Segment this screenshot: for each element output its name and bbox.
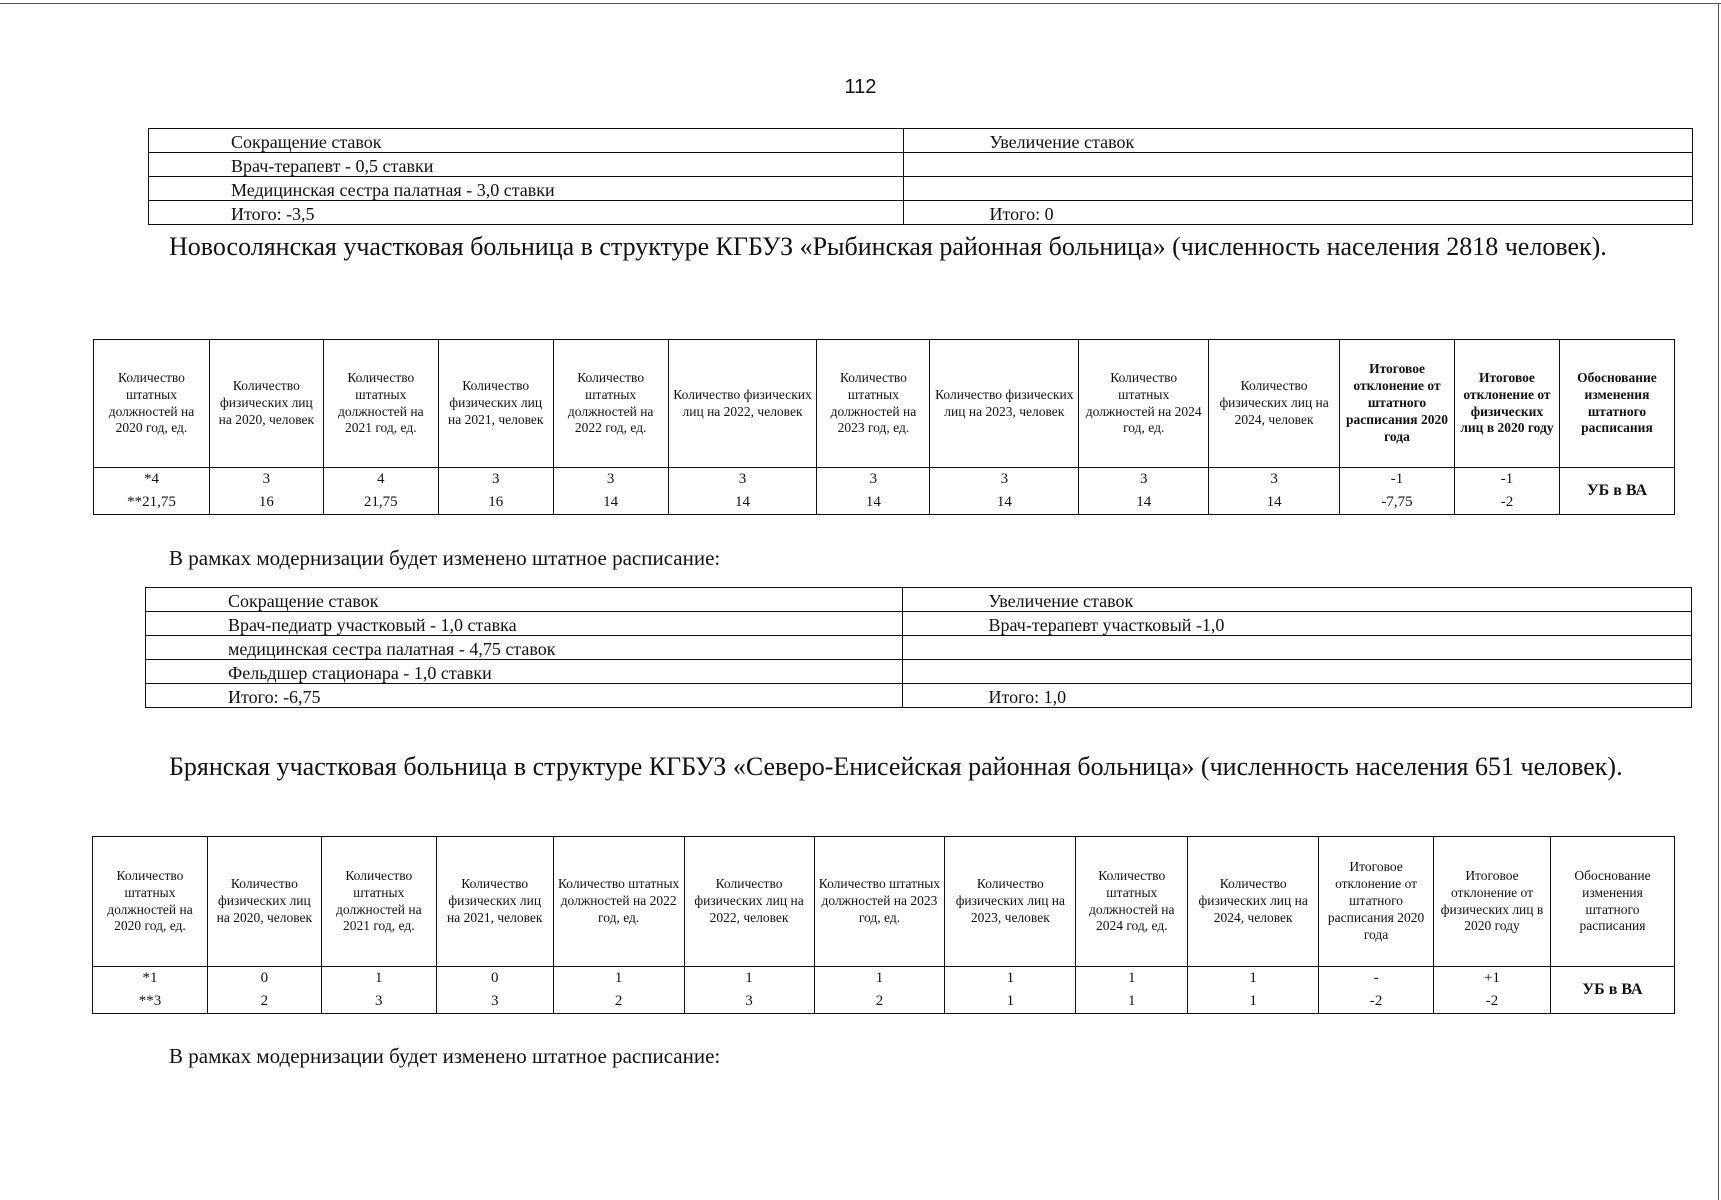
table-cell: 1 — [945, 967, 1076, 991]
page-edge-top — [0, 3, 1721, 4]
increase-item — [902, 660, 1691, 684]
table-cell: 3 — [930, 468, 1079, 492]
header-row — [93, 837, 1675, 967]
increase-item: Врач-терапевт участковый -1,0 — [902, 612, 1691, 636]
table-row — [146, 612, 1692, 636]
table-row — [93, 990, 1675, 1014]
column-header: Итоговое отклонение от физических лиц в 2020 году — [1454, 340, 1559, 468]
table-cell: 3 — [438, 468, 553, 492]
table-cell: 14 — [930, 491, 1079, 515]
column-header: Количество штатных должностей на 2020 год, ед. — [94, 340, 210, 468]
column-header: Количество штатных должностей на 2020 год, ед. — [93, 837, 208, 967]
table-row — [146, 660, 1692, 684]
column-header: Количество штатных должностей на 2024 год, ед. — [1079, 340, 1209, 468]
column-header: Количество физических лиц на 2024, человек — [1188, 837, 1319, 967]
table-cell: 1 — [1076, 967, 1188, 991]
column-header: Количество штатных должностей на 2022 год, ед. — [553, 837, 684, 967]
table-cell: 2 — [814, 990, 945, 1014]
reduction-total: Итого: -6,75 — [146, 684, 903, 708]
table-cell: 0 — [436, 967, 553, 991]
table-cell: 1 — [684, 967, 814, 991]
table-cell: -7,75 — [1340, 491, 1455, 515]
table-cell: 1 — [814, 967, 945, 991]
column-header: Количество штатных должностей на 2023 год, ед. — [814, 837, 945, 967]
reduction-item: Фельдшер стационара - 1,0 ставки — [146, 660, 903, 684]
modernization-intro: В рамках модернизации будет изменено штатное расписание: — [169, 1044, 721, 1068]
column-header: Количество штатных должностей на 2021 год, ед. — [323, 340, 438, 468]
basis-cell: УБ в ВА — [1550, 967, 1674, 1014]
table-row — [149, 177, 1693, 201]
column-header: Обоснование изменения штатного расписания — [1550, 837, 1674, 967]
page-number: 112 — [844, 76, 877, 98]
reduction-item: Врач-терапевт - 0,5 ставки — [149, 153, 904, 177]
table-cell: 14 — [817, 491, 930, 515]
table-cell: 14 — [668, 491, 817, 515]
basis-cell: УБ в ВА — [1559, 468, 1674, 515]
table-cell: 3 — [684, 990, 814, 1014]
page-edge-right — [1718, 3, 1719, 1200]
table-cell: *1 — [93, 967, 208, 991]
table-cell: 4 — [323, 468, 438, 492]
column-header: Итоговое отклонение от штатного расписания 2020 года — [1340, 340, 1455, 468]
reduction-item: медицинская сестра палатная - 4,75 ставок — [146, 636, 903, 660]
table-cell: - — [1319, 967, 1434, 991]
table-cell: 1 — [1076, 990, 1188, 1014]
table-cell: -2 — [1319, 990, 1434, 1014]
staffing-change-table-1 — [148, 128, 1693, 225]
increase-header: Увеличение ставок — [903, 129, 1692, 153]
table-cell: 0 — [207, 967, 321, 991]
reduction-header: Сокращение ставок — [146, 588, 903, 612]
table-cell: *4 — [94, 468, 210, 492]
table-cell: 14 — [1079, 491, 1209, 515]
staffing-change-table-2 — [145, 587, 1692, 708]
table-row — [94, 491, 1675, 515]
table-row — [146, 636, 1692, 660]
column-header: Обоснование изменения штатного расписания — [1559, 340, 1674, 468]
column-header: Количество штатных должностей на 2022 год, ед. — [553, 340, 668, 468]
table-cell: 14 — [553, 491, 668, 515]
table-cell: 3 — [817, 468, 930, 492]
increase-item — [902, 636, 1691, 660]
table-cell: 21,75 — [323, 491, 438, 515]
reduction-item: Медицинская сестра палатная - 3,0 ставки — [149, 177, 904, 201]
table-cell: 3 — [209, 468, 323, 492]
staffing-data-table-2 — [92, 836, 1675, 1014]
column-header: Количество физических лиц на 2020, человек — [207, 837, 321, 967]
table-cell: +1 — [1434, 967, 1551, 991]
table-cell: 16 — [438, 491, 553, 515]
increase-header: Увеличение ставок — [902, 588, 1691, 612]
table-cell: 1 — [553, 967, 684, 991]
table-cell: -2 — [1454, 491, 1559, 515]
table-cell: -2 — [1434, 990, 1551, 1014]
table-row — [93, 967, 1675, 991]
table-row — [149, 153, 1693, 177]
table-row — [149, 129, 1693, 153]
column-header: Количество физических лиц на 2022, человек — [684, 837, 814, 967]
reduction-header: Сокращение ставок — [149, 129, 904, 153]
column-header: Количество физических лиц на 2021, человек — [438, 340, 553, 468]
column-header: Количество физических лиц на 2020, человек — [209, 340, 323, 468]
table-cell: -1 — [1340, 468, 1455, 492]
section-title-novosolyanskaya: Новосолянская участковая больница в структуре КГБУЗ «Рыбинская районная больница» (численность населения 2818 человек). — [169, 232, 1607, 261]
reduction-total: Итого: -3,5 — [149, 201, 904, 225]
table-cell: 1 — [321, 967, 436, 991]
reduction-item: Врач-педиатр участковый - 1,0 ставка — [146, 612, 903, 636]
increase-total: Итого: 0 — [903, 201, 1692, 225]
increase-item — [903, 177, 1692, 201]
table-cell: **21,75 — [94, 491, 210, 515]
staffing-data-table-1 — [93, 339, 1675, 515]
table-cell: 2 — [553, 990, 684, 1014]
table-cell: 1 — [1188, 967, 1319, 991]
table-cell: 2 — [207, 990, 321, 1014]
table-cell: -1 — [1454, 468, 1559, 492]
table-cell: 1 — [945, 990, 1076, 1014]
increase-total: Итого: 1,0 — [902, 684, 1691, 708]
table-cell: 3 — [1079, 468, 1209, 492]
column-header: Количество физических лиц на 2023, человек — [930, 340, 1079, 468]
section-title-bryanskaya: Брянская участковая больница в структуре КГБУЗ «Северо-Енисейская районная больница» (численность населения 651 человек). — [169, 752, 1623, 781]
table-row — [146, 684, 1692, 708]
table-cell: 3 — [668, 468, 817, 492]
table-cell: 3 — [1209, 468, 1340, 492]
table-cell: 3 — [553, 468, 668, 492]
table-row — [146, 588, 1692, 612]
table-row — [149, 201, 1693, 225]
column-header: Количество физических лиц на 2021, человек — [436, 837, 553, 967]
column-header: Итоговое отклонение от штатного расписания 2020 года — [1319, 837, 1434, 967]
table-cell: 14 — [1209, 491, 1340, 515]
table-cell: 1 — [1188, 990, 1319, 1014]
increase-item — [903, 153, 1692, 177]
column-header: Количество физических лиц на 2024, человек — [1209, 340, 1340, 468]
table-cell: 3 — [436, 990, 553, 1014]
table-cell: 3 — [321, 990, 436, 1014]
column-header: Количество штатных должностей на 2023 год, ед. — [817, 340, 930, 468]
header-row — [94, 340, 1675, 468]
column-header: Количество физических лиц на 2023, человек — [945, 837, 1076, 967]
table-cell: **3 — [93, 990, 208, 1014]
column-header: Количество штатных должностей на 2024 год, ед. — [1076, 837, 1188, 967]
table-row — [94, 468, 1675, 492]
column-header: Количество штатных должностей на 2021 год, ед. — [321, 837, 436, 967]
table-cell: 16 — [209, 491, 323, 515]
column-header: Итоговое отклонение от физических лиц в 2020 году — [1434, 837, 1551, 967]
column-header: Количество физических лиц на 2022, человек — [668, 340, 817, 468]
modernization-intro: В рамках модернизации будет изменено штатное расписание: — [169, 546, 721, 570]
